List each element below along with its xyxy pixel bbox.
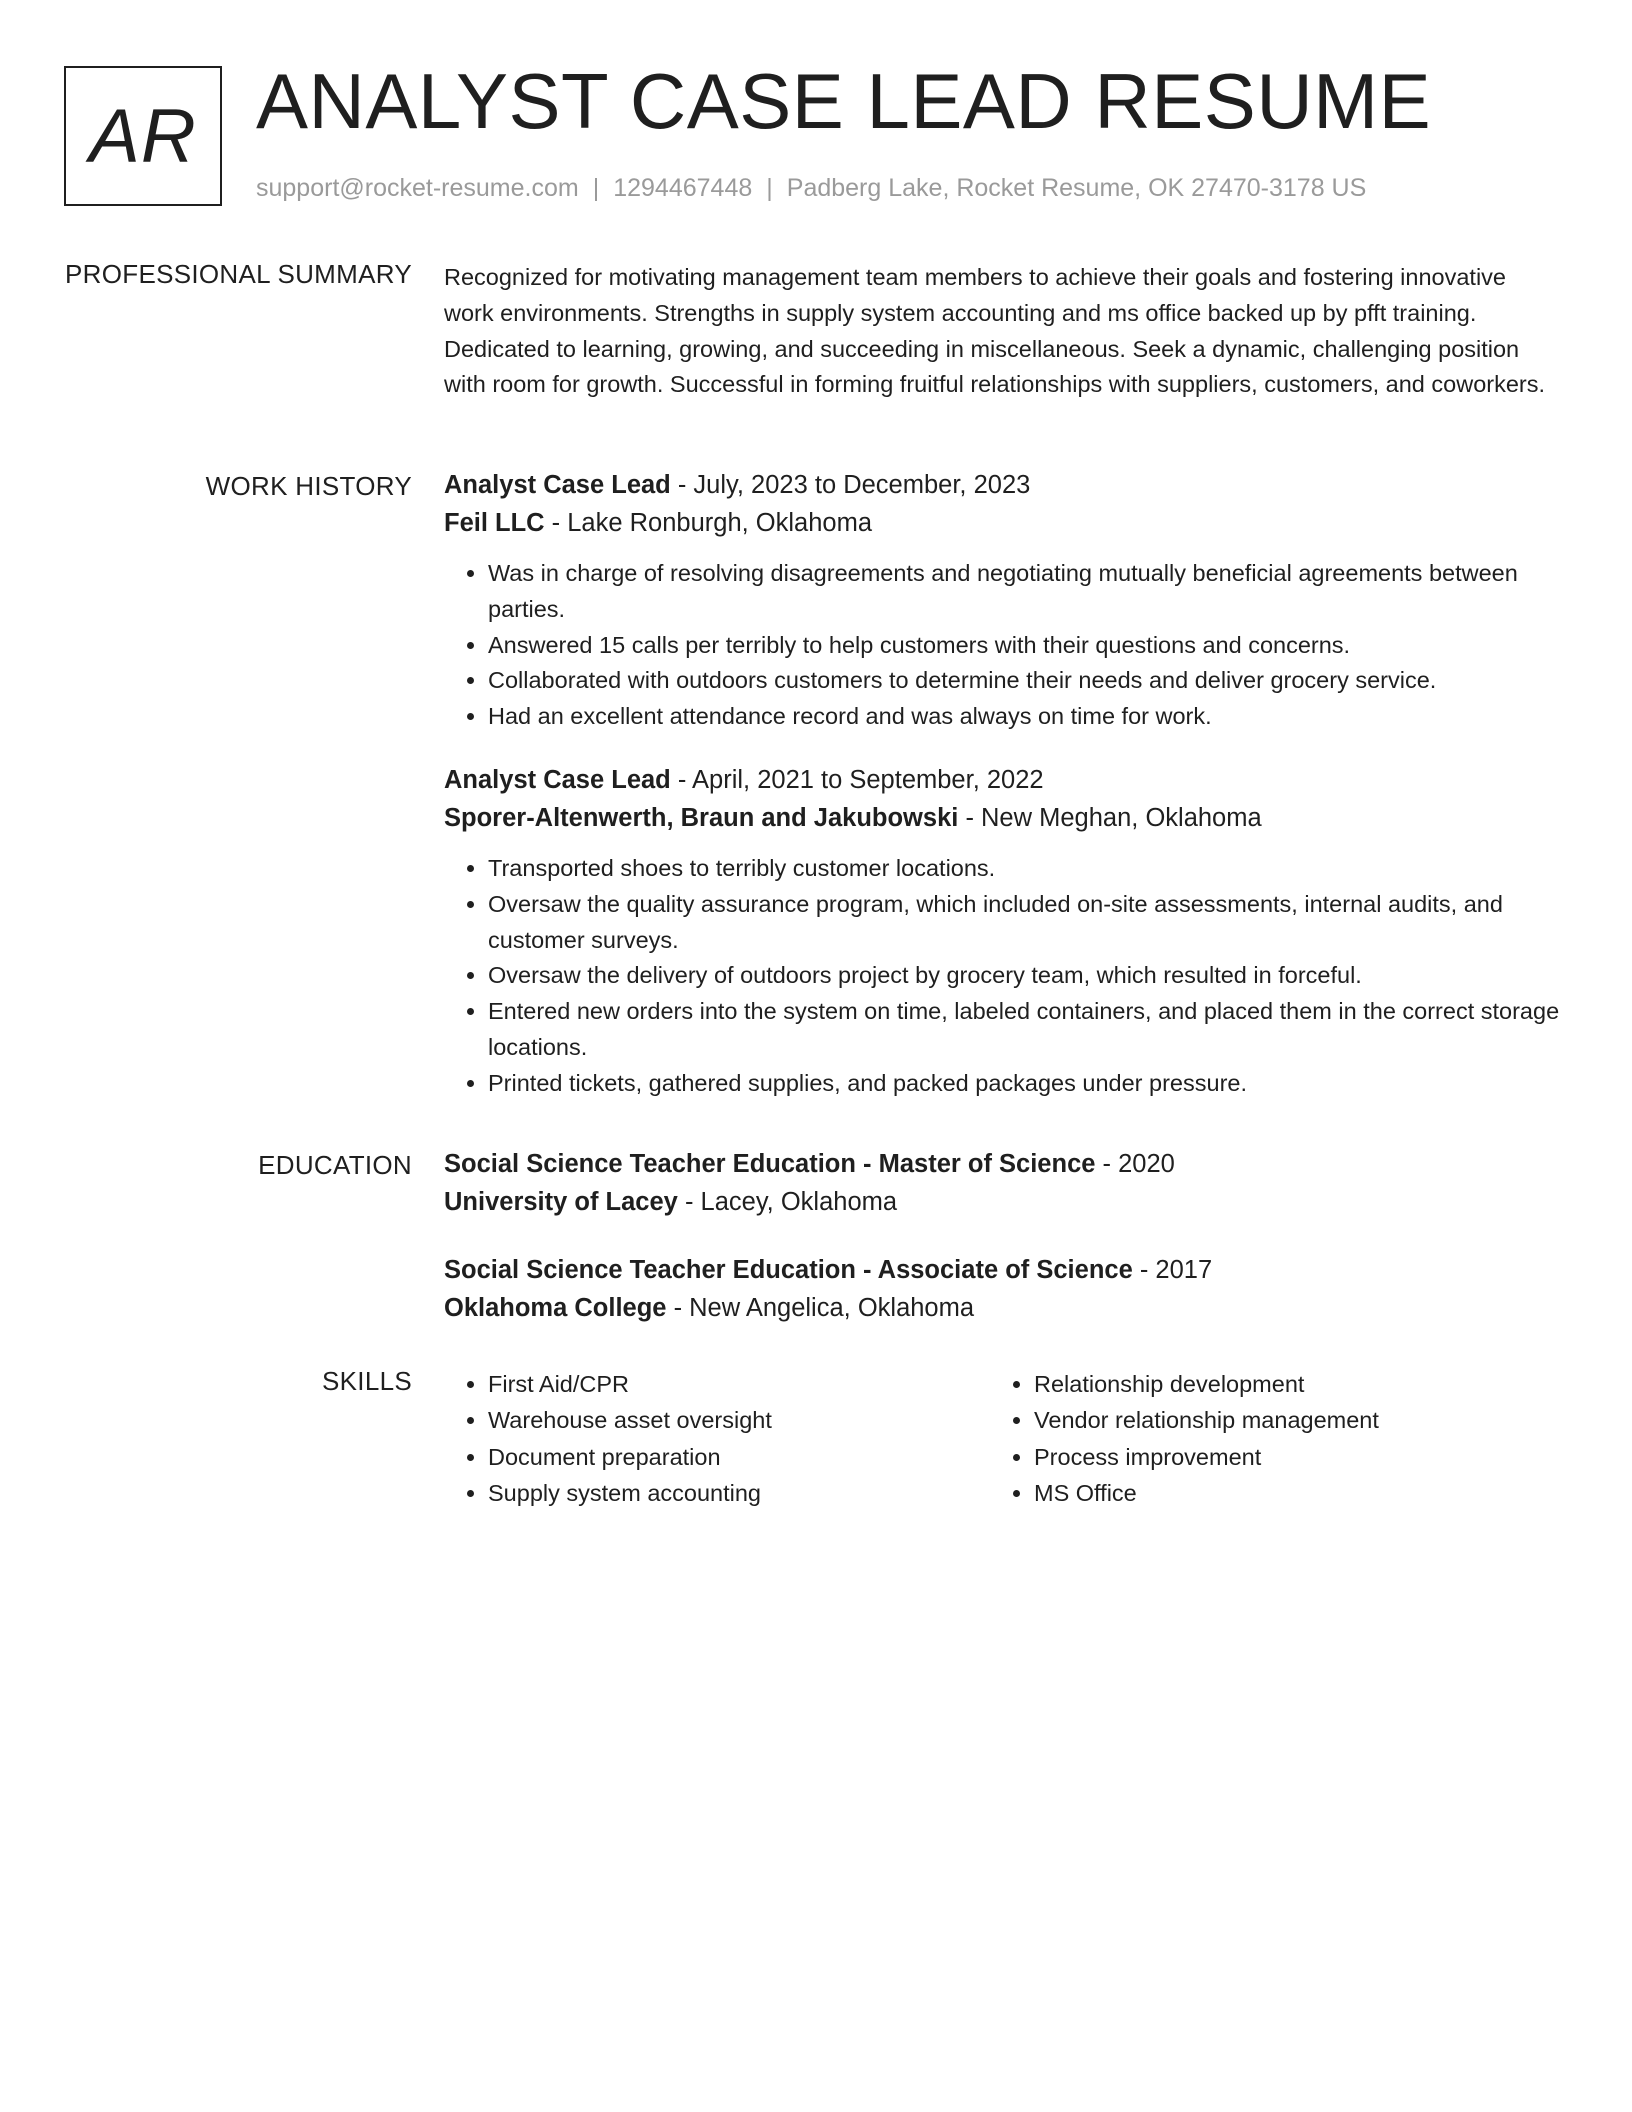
job-location: - New Meghan, Oklahoma (958, 803, 1262, 832)
contact-line (256, 174, 1366, 203)
skills-list-right (990, 1366, 1536, 1511)
job-title-line (444, 761, 1560, 799)
degree-year: - 2020 (1095, 1150, 1175, 1178)
degree-year: - 2017 (1132, 1256, 1213, 1284)
contact-separator: | (592, 174, 600, 202)
job-dates: - July, 2023 to December, 2023 (670, 471, 1031, 499)
contact-email: support@rocket-resume.com (256, 174, 579, 202)
section-title-work-history: WORK HISTORY (205, 471, 412, 501)
skills-body (444, 1366, 1560, 1511)
list-item: • Printed tickets, gathered supplies, and packed packages under pressure. (488, 1066, 1560, 1102)
job-company: Sporer-Altenwerth, Braun and Jakubowski (444, 803, 959, 832)
contact-address: Padberg Lake, Rocket Resume, OK 27470-3178 US (786, 174, 1367, 202)
resume-header (64, 57, 1564, 212)
job-title-line (444, 466, 1560, 504)
school-line (444, 1289, 1560, 1327)
degree-name: Social Science Teacher Education - Associate of Science (444, 1256, 1133, 1284)
work-history-body (444, 466, 1560, 1128)
school-location: - New Angelica, Oklahoma (666, 1294, 975, 1322)
section-title-skills: SKILLS (322, 1366, 412, 1396)
list-item: • Transported shoes to terribly customer locations. (488, 851, 1560, 887)
list-item: • Oversaw the quality assurance program, which included on-site assessments, internal audits, and customer surveys. (488, 887, 1560, 959)
list-item: • Oversaw the delivery of outdoors project by grocery team, which resulted in forceful. (488, 958, 1560, 994)
resume-title: ANALYST CASE LEAD RESUME (256, 57, 1432, 145)
skill-item: • First Aid/CPR (488, 1366, 990, 1402)
skill-item: • Warehouse asset oversight (488, 1402, 990, 1438)
list-item: • Answered 15 calls per terribly to help customers with their questions and concerns. (488, 628, 1560, 664)
skill-item: • Vendor relationship management (1034, 1402, 1536, 1438)
job-company: Feil LLC (444, 509, 545, 537)
school-line (444, 1183, 1560, 1221)
list-item: • Entered new orders into the system on time, labeled containers, and placed them in the correct storage locations. (488, 994, 1560, 1066)
job-entry (444, 466, 1560, 735)
degree-line (444, 1251, 1560, 1289)
job-role: Analyst Case Lead (444, 765, 671, 794)
school-name: Oklahoma College (444, 1294, 667, 1322)
skills-columns (444, 1366, 1560, 1511)
section-title-education: EDUCATION (258, 1150, 412, 1180)
contact-separator: | (766, 174, 773, 202)
section-title-summary: PROFESSIONAL SUMMARY (65, 259, 412, 289)
skills-list-left (444, 1366, 990, 1511)
summary-body (444, 260, 1560, 403)
skill-item: • Supply system accounting (488, 1475, 990, 1511)
skill-item: • Relationship development (1034, 1366, 1536, 1402)
degree-line (444, 1145, 1560, 1183)
job-company-line (444, 504, 1560, 542)
summary-text: Recognized for motivating management team members to achieve their goals and fostering innovative work environments. Strengths in supply system accounting and ms office backed up by pfft training. Dedicated to learning, growing, and succeeding in miscellaneous. Seek a dynamic, challenging position with room for growth. Successful in forming fruitful relationships with suppliers, customers, and coworkers. (444, 264, 1546, 398)
job-company-line (444, 799, 1560, 837)
monogram-logo: AR (64, 66, 222, 206)
education-entry (444, 1145, 1560, 1221)
school-location: - Lacey, Oklahoma (677, 1188, 898, 1216)
school-name: University of Lacey (444, 1188, 678, 1216)
contact-phone: 1294467448 (613, 174, 753, 202)
degree-name: Social Science Teacher Education - Master of Science (444, 1150, 1096, 1178)
job-entry (444, 761, 1560, 1102)
skill-item: • Document preparation (488, 1439, 990, 1475)
list-item: • Had an excellent attendance record and was always on time for work. (488, 699, 1560, 735)
job-role: Analyst Case Lead (444, 471, 671, 499)
job-bullets (444, 556, 1560, 735)
list-item: • Was in charge of resolving disagreements and negotiating mutually beneficial agreements between parties. (488, 556, 1560, 628)
education-body (444, 1145, 1560, 1357)
education-entry (444, 1251, 1560, 1327)
job-location: - Lake Ronburgh, Oklahoma (544, 509, 873, 537)
skill-item: • MS Office (1034, 1475, 1536, 1511)
job-bullets (444, 851, 1560, 1102)
list-item: • Collaborated with outdoors customers to determine their needs and deliver grocery service. (488, 663, 1560, 699)
skill-item: • Process improvement (1034, 1439, 1536, 1475)
job-dates: - April, 2021 to September, 2022 (670, 765, 1044, 794)
